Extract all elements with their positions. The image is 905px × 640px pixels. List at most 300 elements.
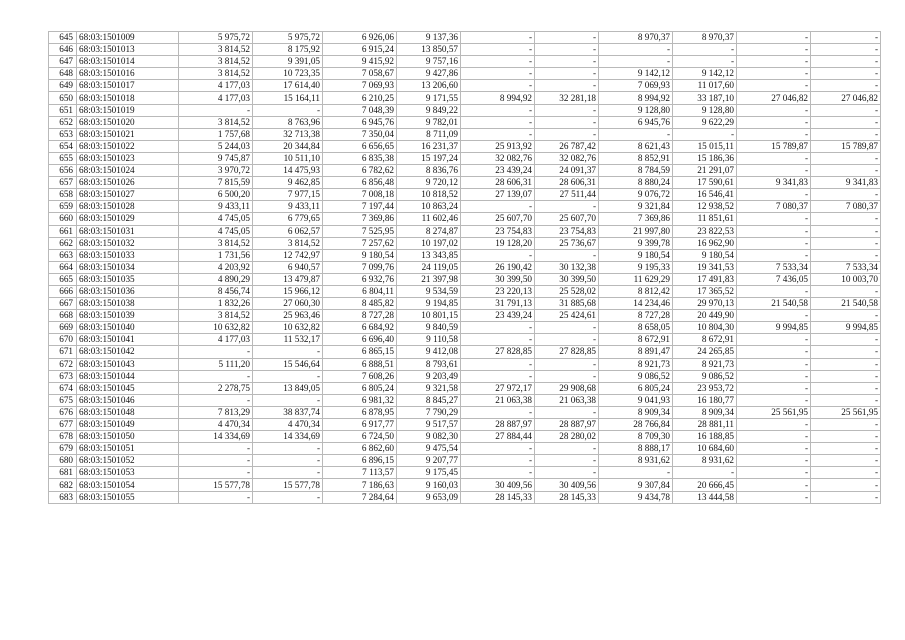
- value-col-10-cell: 19 341,53: [673, 261, 737, 273]
- value-col-12-cell: -: [811, 44, 881, 56]
- cadastral-number-cell: 68:03:1501055: [77, 491, 179, 503]
- row-number-cell: 661: [49, 225, 77, 237]
- value-col-7-cell: -: [461, 358, 535, 370]
- row-number-cell: 647: [49, 56, 77, 68]
- value-col-4-cell: 9 391,05: [253, 56, 323, 68]
- cadastral-number-cell: 68:03:1501020: [77, 116, 179, 128]
- value-col-11-cell: -: [737, 56, 811, 68]
- value-col-10-cell: 17 365,52: [673, 285, 737, 297]
- value-col-6-cell: 9 194,85: [397, 298, 461, 310]
- value-col-8-cell: 30 399,50: [535, 273, 599, 285]
- row-number-cell: 667: [49, 298, 77, 310]
- cadastral-number-cell: 68:03:1501034: [77, 261, 179, 273]
- value-col-12-cell: -: [811, 165, 881, 177]
- table-row: [49, 358, 881, 370]
- row-number-cell: 662: [49, 237, 77, 249]
- cadastral-number-cell: 68:03:1501039: [77, 310, 179, 322]
- value-col-3-cell: 5 111,20: [179, 358, 253, 370]
- value-col-8-cell: 27 511,44: [535, 189, 599, 201]
- value-col-7-cell: -: [461, 44, 535, 56]
- row-number-cell: 664: [49, 261, 77, 273]
- table-row: [49, 310, 881, 322]
- table-row: [49, 56, 881, 68]
- value-col-12-cell: 25 561,95: [811, 406, 881, 418]
- value-col-8-cell: 30 409,56: [535, 479, 599, 491]
- value-col-6-cell: 9 517,57: [397, 419, 461, 431]
- cadastral-number-cell: 68:03:1501033: [77, 249, 179, 261]
- cadastral-number-cell: 68:03:1501016: [77, 68, 179, 80]
- value-col-6-cell: 9 082,30: [397, 431, 461, 443]
- value-col-7-cell: 31 791,13: [461, 298, 535, 310]
- value-col-6-cell: 9 757,16: [397, 56, 461, 68]
- table-row: [49, 80, 881, 92]
- value-col-3-cell: 5 244,03: [179, 140, 253, 152]
- row-number-cell: 653: [49, 128, 77, 140]
- value-col-10-cell: 11 017,60: [673, 80, 737, 92]
- cadastral-number-cell: 68:03:1501045: [77, 382, 179, 394]
- value-col-3-cell: 14 334,69: [179, 431, 253, 443]
- value-col-10-cell: 29 970,13: [673, 298, 737, 310]
- value-col-7-cell: -: [461, 370, 535, 382]
- value-col-10-cell: 23 953,72: [673, 382, 737, 394]
- value-col-10-cell: 8 672,91: [673, 334, 737, 346]
- value-col-9-cell: 8 658,05: [599, 322, 673, 334]
- table-row: [49, 455, 881, 467]
- value-col-7-cell: 27 972,17: [461, 382, 535, 394]
- value-col-6-cell: 9 203,49: [397, 370, 461, 382]
- value-col-7-cell: 27 884,44: [461, 431, 535, 443]
- value-col-7-cell: 23 754,83: [461, 225, 535, 237]
- value-col-11-cell: -: [737, 467, 811, 479]
- value-col-5-cell: 8 485,82: [323, 298, 397, 310]
- value-col-9-cell: 9 086,52: [599, 370, 673, 382]
- value-col-11-cell: 7 533,34: [737, 261, 811, 273]
- row-number-cell: 655: [49, 152, 77, 164]
- value-col-7-cell: -: [461, 455, 535, 467]
- table-row: [49, 419, 881, 431]
- value-col-6-cell: 15 197,24: [397, 152, 461, 164]
- value-col-4-cell: 10 511,10: [253, 152, 323, 164]
- cadastral-number-cell: 68:03:1501026: [77, 177, 179, 189]
- row-number-cell: 676: [49, 406, 77, 418]
- value-col-3-cell: 3 814,52: [179, 116, 253, 128]
- value-col-12-cell: -: [811, 285, 881, 297]
- value-col-5-cell: 6 932,76: [323, 273, 397, 285]
- cadastral-number-cell: 68:03:1501041: [77, 334, 179, 346]
- row-number-cell: 683: [49, 491, 77, 503]
- value-col-9-cell: 8 784,59: [599, 165, 673, 177]
- row-number-cell: 677: [49, 419, 77, 431]
- table-row: [49, 225, 881, 237]
- row-number-cell: 680: [49, 455, 77, 467]
- value-col-4-cell: -: [253, 370, 323, 382]
- value-col-4-cell: -: [253, 346, 323, 358]
- cadastral-number-cell: 68:03:1501035: [77, 273, 179, 285]
- table-row: [49, 273, 881, 285]
- value-col-7-cell: -: [461, 128, 535, 140]
- value-col-6-cell: 13 850,57: [397, 44, 461, 56]
- value-col-12-cell: -: [811, 56, 881, 68]
- value-col-12-cell: -: [811, 334, 881, 346]
- value-col-11-cell: -: [737, 116, 811, 128]
- value-col-12-cell: 21 540,58: [811, 298, 881, 310]
- value-col-7-cell: 25 913,92: [461, 140, 535, 152]
- value-col-7-cell: 27 828,85: [461, 346, 535, 358]
- value-col-7-cell: -: [461, 322, 535, 334]
- row-number-cell: 668: [49, 310, 77, 322]
- value-col-9-cell: 8 909,34: [599, 406, 673, 418]
- value-col-11-cell: 15 789,87: [737, 140, 811, 152]
- table-row: [49, 382, 881, 394]
- value-col-4-cell: 15 546,64: [253, 358, 323, 370]
- value-col-8-cell: -: [535, 443, 599, 455]
- value-col-4-cell: -: [253, 491, 323, 503]
- table-row: [49, 431, 881, 443]
- value-col-6-cell: 8 845,27: [397, 394, 461, 406]
- value-col-11-cell: -: [737, 285, 811, 297]
- value-col-10-cell: 9 180,54: [673, 249, 737, 261]
- value-col-4-cell: 14 475,93: [253, 165, 323, 177]
- value-col-4-cell: 27 060,30: [253, 298, 323, 310]
- value-col-9-cell: 8 921,73: [599, 358, 673, 370]
- value-col-5-cell: 6 926,06: [323, 32, 397, 44]
- value-col-4-cell: -: [253, 455, 323, 467]
- value-col-8-cell: 32 281,18: [535, 92, 599, 104]
- value-col-10-cell: 17 590,61: [673, 177, 737, 189]
- value-col-6-cell: 9 160,03: [397, 479, 461, 491]
- cadastral-number-cell: 68:03:1501042: [77, 346, 179, 358]
- value-col-11-cell: 9 341,83: [737, 177, 811, 189]
- value-col-6-cell: 8 793,61: [397, 358, 461, 370]
- table-row: [49, 237, 881, 249]
- value-col-12-cell: -: [811, 116, 881, 128]
- row-number-cell: 659: [49, 201, 77, 213]
- value-col-7-cell: -: [461, 201, 535, 213]
- value-col-7-cell: 23 439,24: [461, 165, 535, 177]
- value-col-3-cell: 4 177,03: [179, 334, 253, 346]
- cadastral-number-cell: 68:03:1501017: [77, 80, 179, 92]
- value-col-11-cell: -: [737, 165, 811, 177]
- value-col-8-cell: 25 607,70: [535, 213, 599, 225]
- value-col-9-cell: 9 195,33: [599, 261, 673, 273]
- value-col-10-cell: 11 851,61: [673, 213, 737, 225]
- value-col-5-cell: 6 656,65: [323, 140, 397, 152]
- value-col-6-cell: 8 836,76: [397, 165, 461, 177]
- value-col-8-cell: 25 528,02: [535, 285, 599, 297]
- value-col-11-cell: -: [737, 491, 811, 503]
- row-number-cell: 646: [49, 44, 77, 56]
- value-col-9-cell: 6 805,24: [599, 382, 673, 394]
- row-number-cell: 656: [49, 165, 77, 177]
- value-col-5-cell: 7 048,39: [323, 104, 397, 116]
- row-number-cell: 645: [49, 32, 77, 44]
- value-col-10-cell: 13 444,58: [673, 491, 737, 503]
- value-col-10-cell: 17 491,83: [673, 273, 737, 285]
- table-row: [49, 261, 881, 273]
- row-number-cell: 648: [49, 68, 77, 80]
- cadastral-number-cell: 68:03:1501032: [77, 237, 179, 249]
- value-col-11-cell: -: [737, 479, 811, 491]
- row-number-cell: 660: [49, 213, 77, 225]
- value-col-10-cell: 16 962,90: [673, 237, 737, 249]
- value-col-9-cell: 9 434,78: [599, 491, 673, 503]
- value-col-4-cell: -: [253, 394, 323, 406]
- cadastral-value-table: [48, 31, 881, 504]
- value-col-6-cell: 8 711,09: [397, 128, 461, 140]
- value-col-3-cell: -: [179, 467, 253, 479]
- value-col-9-cell: 9 307,84: [599, 479, 673, 491]
- value-col-10-cell: 8 931,62: [673, 455, 737, 467]
- value-col-11-cell: -: [737, 128, 811, 140]
- row-number-cell: 675: [49, 394, 77, 406]
- value-col-4-cell: 20 344,84: [253, 140, 323, 152]
- table-row: [49, 152, 881, 164]
- value-col-6-cell: 13 343,85: [397, 249, 461, 261]
- value-col-6-cell: 13 206,60: [397, 80, 461, 92]
- value-col-9-cell: 9 399,78: [599, 237, 673, 249]
- value-col-12-cell: -: [811, 152, 881, 164]
- value-col-12-cell: 9 341,83: [811, 177, 881, 189]
- value-col-8-cell: 27 828,85: [535, 346, 599, 358]
- value-col-7-cell: -: [461, 68, 535, 80]
- value-col-5-cell: 6 684,92: [323, 322, 397, 334]
- value-col-11-cell: -: [737, 44, 811, 56]
- value-col-8-cell: 25 736,67: [535, 237, 599, 249]
- value-col-12-cell: -: [811, 68, 881, 80]
- table-row: [49, 322, 881, 334]
- value-col-5-cell: 6 696,40: [323, 334, 397, 346]
- value-col-8-cell: 28 145,33: [535, 491, 599, 503]
- value-col-3-cell: 4 890,29: [179, 273, 253, 285]
- value-col-7-cell: 8 994,92: [461, 92, 535, 104]
- value-col-11-cell: -: [737, 189, 811, 201]
- cadastral-number-cell: 68:03:1501046: [77, 394, 179, 406]
- value-col-3-cell: -: [179, 370, 253, 382]
- value-col-3-cell: 3 814,52: [179, 44, 253, 56]
- value-col-9-cell: 8 812,42: [599, 285, 673, 297]
- value-col-5-cell: 7 525,95: [323, 225, 397, 237]
- value-col-10-cell: 21 291,07: [673, 165, 737, 177]
- value-col-4-cell: 10 632,82: [253, 322, 323, 334]
- value-col-7-cell: 28 606,31: [461, 177, 535, 189]
- row-number-cell: 650: [49, 92, 77, 104]
- value-col-3-cell: 9 433,11: [179, 201, 253, 213]
- value-col-12-cell: -: [811, 346, 881, 358]
- value-col-4-cell: 6 779,65: [253, 213, 323, 225]
- value-col-5-cell: 6 878,95: [323, 406, 397, 418]
- cadastral-number-cell: 68:03:1501052: [77, 455, 179, 467]
- value-col-6-cell: 9 840,59: [397, 322, 461, 334]
- value-col-11-cell: -: [737, 443, 811, 455]
- value-col-3-cell: 10 632,82: [179, 322, 253, 334]
- value-col-4-cell: 10 723,35: [253, 68, 323, 80]
- value-col-4-cell: 3 814,52: [253, 237, 323, 249]
- value-col-5-cell: 7 113,57: [323, 467, 397, 479]
- value-col-6-cell: 10 197,02: [397, 237, 461, 249]
- value-col-9-cell: -: [599, 467, 673, 479]
- value-col-12-cell: -: [811, 128, 881, 140]
- cadastral-number-cell: 68:03:1501028: [77, 201, 179, 213]
- value-col-4-cell: 8 763,96: [253, 116, 323, 128]
- value-col-10-cell: 15 186,36: [673, 152, 737, 164]
- value-col-3-cell: -: [179, 104, 253, 116]
- value-col-5-cell: 7 257,62: [323, 237, 397, 249]
- value-col-7-cell: 32 082,76: [461, 152, 535, 164]
- value-col-11-cell: 25 561,95: [737, 406, 811, 418]
- value-col-5-cell: 6 888,51: [323, 358, 397, 370]
- row-number-cell: 670: [49, 334, 77, 346]
- value-col-5-cell: 7 350,04: [323, 128, 397, 140]
- value-col-11-cell: -: [737, 68, 811, 80]
- value-col-9-cell: 7 369,86: [599, 213, 673, 225]
- table-row: [49, 285, 881, 297]
- value-col-8-cell: 30 132,38: [535, 261, 599, 273]
- value-col-9-cell: 8 727,28: [599, 310, 673, 322]
- value-col-12-cell: -: [811, 419, 881, 431]
- value-col-11-cell: -: [737, 431, 811, 443]
- value-col-12-cell: -: [811, 479, 881, 491]
- value-col-10-cell: 16 546,41: [673, 189, 737, 201]
- cadastral-number-cell: 68:03:1501024: [77, 165, 179, 177]
- value-col-9-cell: 8 931,62: [599, 455, 673, 467]
- value-col-7-cell: 19 128,20: [461, 237, 535, 249]
- value-col-10-cell: 20 449,90: [673, 310, 737, 322]
- value-col-4-cell: -: [253, 467, 323, 479]
- cadastral-number-cell: 68:03:1501021: [77, 128, 179, 140]
- value-col-12-cell: -: [811, 32, 881, 44]
- table-row: [49, 68, 881, 80]
- value-col-3-cell: -: [179, 394, 253, 406]
- table-row: [49, 370, 881, 382]
- value-col-11-cell: -: [737, 382, 811, 394]
- cadastral-number-cell: 68:03:1501023: [77, 152, 179, 164]
- value-col-10-cell: 15 015,11: [673, 140, 737, 152]
- value-col-8-cell: -: [535, 370, 599, 382]
- value-col-6-cell: 9 207,77: [397, 455, 461, 467]
- table-row: [49, 406, 881, 418]
- value-col-12-cell: -: [811, 370, 881, 382]
- value-col-3-cell: 7 815,59: [179, 177, 253, 189]
- value-col-10-cell: 16 188,85: [673, 431, 737, 443]
- cadastral-number-cell: 68:03:1501051: [77, 443, 179, 455]
- value-col-6-cell: 9 653,09: [397, 491, 461, 503]
- value-col-5-cell: 6 917,77: [323, 419, 397, 431]
- value-col-10-cell: 9 142,12: [673, 68, 737, 80]
- value-col-8-cell: 26 787,42: [535, 140, 599, 152]
- value-col-10-cell: 8 921,73: [673, 358, 737, 370]
- value-col-12-cell: -: [811, 491, 881, 503]
- cadastral-number-cell: 68:03:1501038: [77, 298, 179, 310]
- table-row: [49, 44, 881, 56]
- value-col-12-cell: -: [811, 382, 881, 394]
- value-col-12-cell: 27 046,82: [811, 92, 881, 104]
- value-col-8-cell: -: [535, 80, 599, 92]
- table-row: [49, 467, 881, 479]
- value-col-6-cell: 9 849,22: [397, 104, 461, 116]
- value-col-4-cell: 15 164,11: [253, 92, 323, 104]
- row-number-cell: 678: [49, 431, 77, 443]
- value-col-12-cell: -: [811, 213, 881, 225]
- value-col-5-cell: 7 197,44: [323, 201, 397, 213]
- value-col-10-cell: 33 187,10: [673, 92, 737, 104]
- cadastral-number-cell: 68:03:1501031: [77, 225, 179, 237]
- table-row: [49, 213, 881, 225]
- value-col-11-cell: -: [737, 225, 811, 237]
- value-col-11-cell: -: [737, 32, 811, 44]
- value-col-12-cell: -: [811, 80, 881, 92]
- value-col-9-cell: 9 041,93: [599, 394, 673, 406]
- value-col-4-cell: 12 742,97: [253, 249, 323, 261]
- value-col-5-cell: 6 981,32: [323, 394, 397, 406]
- value-col-12-cell: 15 789,87: [811, 140, 881, 152]
- value-col-11-cell: -: [737, 394, 811, 406]
- value-col-5-cell: 6 782,62: [323, 165, 397, 177]
- value-col-5-cell: 7 186,63: [323, 479, 397, 491]
- value-col-11-cell: 21 540,58: [737, 298, 811, 310]
- value-col-4-cell: -: [253, 104, 323, 116]
- value-col-10-cell: -: [673, 128, 737, 140]
- value-col-6-cell: 11 602,46: [397, 213, 461, 225]
- table-row: [49, 140, 881, 152]
- value-col-3-cell: 5 975,72: [179, 32, 253, 44]
- value-col-5-cell: 7 284,64: [323, 491, 397, 503]
- value-col-6-cell: 7 790,29: [397, 406, 461, 418]
- table-row: [49, 116, 881, 128]
- value-col-9-cell: 11 629,29: [599, 273, 673, 285]
- value-col-12-cell: -: [811, 455, 881, 467]
- value-col-11-cell: -: [737, 334, 811, 346]
- value-col-5-cell: 6 835,38: [323, 152, 397, 164]
- value-col-4-cell: 14 334,69: [253, 431, 323, 443]
- value-col-9-cell: 8 672,91: [599, 334, 673, 346]
- value-col-7-cell: 23 220,13: [461, 285, 535, 297]
- value-col-8-cell: 21 063,38: [535, 394, 599, 406]
- value-col-10-cell: 20 666,45: [673, 479, 737, 491]
- value-col-7-cell: 26 190,42: [461, 261, 535, 273]
- value-col-4-cell: 15 966,12: [253, 285, 323, 297]
- value-col-3-cell: 3 814,52: [179, 237, 253, 249]
- value-col-11-cell: -: [737, 346, 811, 358]
- value-col-7-cell: -: [461, 104, 535, 116]
- value-col-8-cell: -: [535, 455, 599, 467]
- value-col-7-cell: 28 887,97: [461, 419, 535, 431]
- value-col-10-cell: 9 622,29: [673, 116, 737, 128]
- cadastral-number-cell: 68:03:1501049: [77, 419, 179, 431]
- row-number-cell: 672: [49, 358, 77, 370]
- value-col-11-cell: -: [737, 237, 811, 249]
- value-col-7-cell: -: [461, 406, 535, 418]
- value-col-5-cell: 6 724,50: [323, 431, 397, 443]
- value-col-6-cell: 9 534,59: [397, 285, 461, 297]
- value-col-9-cell: 14 234,46: [599, 298, 673, 310]
- value-col-6-cell: 10 818,52: [397, 189, 461, 201]
- value-col-8-cell: 25 424,61: [535, 310, 599, 322]
- value-col-8-cell: -: [535, 406, 599, 418]
- value-col-3-cell: 9 745,87: [179, 152, 253, 164]
- value-col-9-cell: 9 180,54: [599, 249, 673, 261]
- table-row: [49, 201, 881, 213]
- table-row: [49, 443, 881, 455]
- value-col-8-cell: 32 082,76: [535, 152, 599, 164]
- value-col-3-cell: 1 731,56: [179, 249, 253, 261]
- value-col-5-cell: 6 862,60: [323, 443, 397, 455]
- value-col-5-cell: 6 210,25: [323, 92, 397, 104]
- value-col-10-cell: -: [673, 56, 737, 68]
- value-col-7-cell: 30 409,56: [461, 479, 535, 491]
- value-col-8-cell: 28 606,31: [535, 177, 599, 189]
- value-col-3-cell: 3 970,72: [179, 165, 253, 177]
- row-number-cell: 652: [49, 116, 77, 128]
